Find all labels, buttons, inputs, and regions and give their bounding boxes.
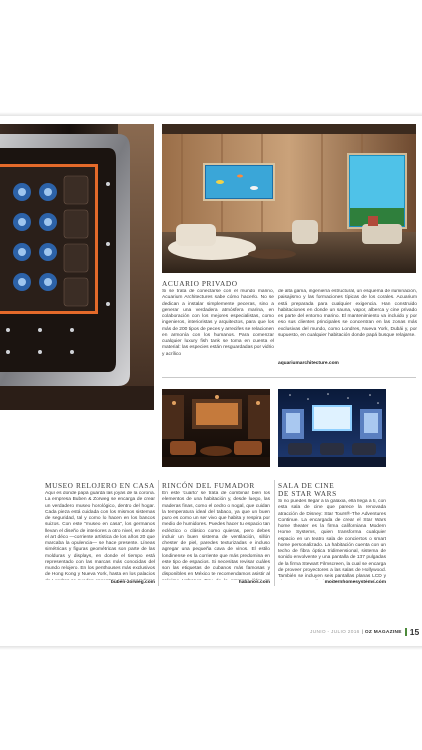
acuario-link[interactable] <box>278 361 417 368</box>
footer-magazine-name: OZ MAGAZINE <box>364 629 402 635</box>
sala-link-text[interactable]: modernhomesystems.com <box>324 580 386 585</box>
sala-link[interactable] <box>278 580 386 587</box>
column-divider-2 <box>274 480 275 586</box>
acuario-body-col2: de alta gama, ingeniería estructural, un esquema de iluminación, paisajismo y las formaciones típicas de los corales. Acuarium está preparada para cualquier exigencia. Han construido habitaciones en donde un sauna, vapor, alberca y cine privado es parte del entorno marino. El mantenimiento va incluido y por eso sus clientes principales se concentran en las zonas más exclusivas del mundo, como Londres, Nueva York, Dubái y, por supuesto, en cualquier habitación donde papá busque relajarse. <box>278 289 417 338</box>
museo-link-text[interactable]: buben-zorweg.com <box>110 580 155 585</box>
page-footer <box>310 627 419 637</box>
museo-body: Aquí es donde papá guarda las joyas de la corona. La empresa Buben & Zorweg se encarga de crear un verdadero museo horológico, dentro del hogar. Cada pieza está cuidada con los mismos sistemas de seguridad, tal y como lo hacen en los bancos suizos. Con este "museo en casa", los germanos llevan el diseño de interiores a otro nivel, en donde el art déco —corriente artística de los años 20 que marcaba la opulencia— se hace presente. Líneas simétricas y figuras geométricas son parte de las molduras y displays, en donde el tiempo está representado con las marcas más conocidas del mundo relojero. En los penthouses más exclusivos de Hong Kong y Nueva York, hasta en los palacios <box>45 491 155 578</box>
museo-link[interactable] <box>45 580 155 587</box>
footer-accent-bar <box>405 628 407 636</box>
column-divider-1 <box>158 480 159 586</box>
rincon-link[interactable] <box>162 580 270 587</box>
page-bottom-shadow <box>0 646 422 650</box>
footer-date: JUNIO - JULIO 2016 <box>310 629 360 635</box>
sala-title-line1: SALA DE CINE <box>278 481 335 490</box>
cigar-room-photo <box>162 389 270 467</box>
rincon-title: RINCÓN DEL FUMADOR <box>162 481 255 490</box>
cinema-room-photo <box>278 389 386 467</box>
acuario-link-text[interactable]: aquariumarchitecture.com <box>278 361 339 366</box>
footer-separator: | <box>361 629 363 635</box>
museo-title: MUSEO RELOJERO EN CASA <box>45 481 155 490</box>
acuario-body-col1: Si se trata de conectarse con el mundo marino, Acuarium Architectures sabe cómo hacerlo. No se dedican a instalar simplemente peceras, sino a generar una verdadera atmósfera marina, en colaboración con los mejores especialistas, como ingenieros, interioristas y arquitectos, para que los más de 200 tipos de peces y arrecifes se relacionen en armonía con los humanos. Para comenzar cualquier luxury fish tank se toma en cuenta el material: las especies están resguardadas por vidrio y acrílico <box>162 289 274 357</box>
acuario-title: ACUARIO PRIVADO <box>162 279 238 288</box>
aquarium-room-photo <box>162 124 416 273</box>
section-divider <box>162 377 416 378</box>
sala-title-line2: DE STAR WARS <box>278 489 337 498</box>
sala-body: Si no puedes llegar a la galaxia, ella llega a ti, con esta sala de cine que parece la renovada atracción de Disney: Star Tours®-The Adventures Continue. La encargada de crear el Star Wars home theater es la firma californiana Modern Home Systems, quien transforma cualquier espacio en un teatro sala de conciertos o smart home personalizado. La habitación cuenta con un techo de fibra óptica tridimensional, sistema de sonido envolvente y una pantalla de 137 pulgadas de la firma Stewart Filmscreen, la cual se encarga de proveer proyectores a las salas de Hollywood. También se incluyen seis pantallas planas LCD y <box>278 499 386 579</box>
page-number: 15 <box>409 627 420 637</box>
rincon-body: En este 'cuarto' se trata de combinar bien los elementos de una habitación y, desde luego, las maderas finas, como el cedro o nogal, que cuidan la temperatura ideal del tabaco, ya que un buen puro es como un ser vivo que habita y respira por medio de humidores. Puedes hacer tu espacio tan ecléctico o clásico como quieras, pero debes incluir un buen sistema de ventilación, sillón chester de piel, paredes texturizadas e incluso agregar una pequeña cava de vinos. El estilo londinense es la corriente que más predomina en este tipo de espacios. Si necesitas revisar cuáles son las etiquetas de cubanos más famosas y disponibles en México te recomendamos asistir al <box>162 491 270 578</box>
rincon-link-text[interactable]: habanos.com <box>238 580 270 585</box>
watch-museum-photo <box>0 124 154 410</box>
